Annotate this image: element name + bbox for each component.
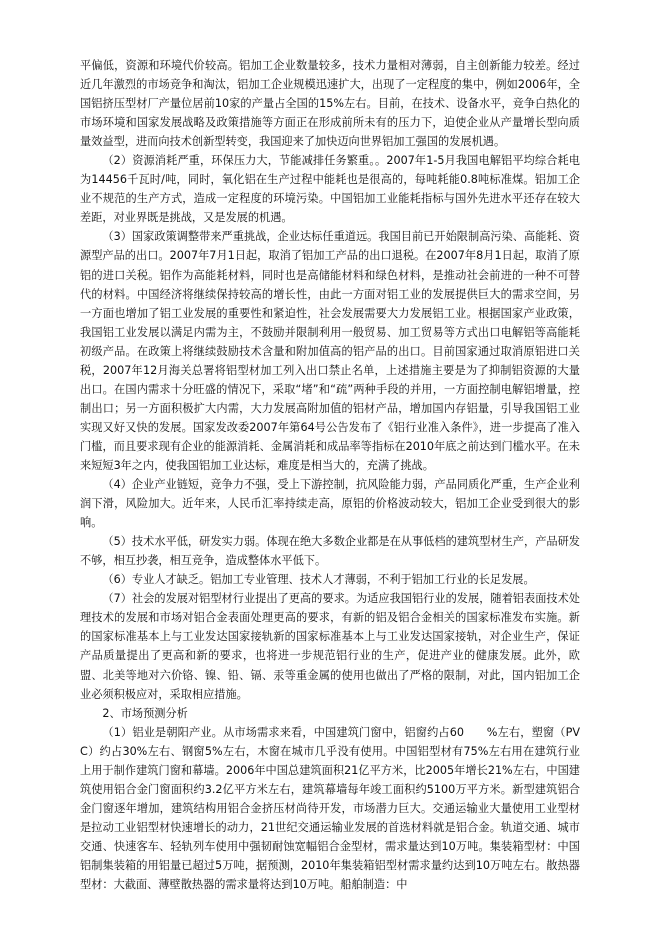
paragraph-industry-chain: （4）企业产业链短，竞争力不强，受上下游控制，抗风险能力弱，产品同质化严重，生产企业利润下滑，风险加大。近年来，人民币汇率持续走高，原铝的价格波动较大，铝加工企业受到很大的影响。 bbox=[80, 478, 580, 530]
document-page bbox=[80, 56, 580, 894]
paragraph-higher-requirements: （7）社会的发展对铝型材行业提出了更高的要求。为适应我国铝行业的发展，随着铝表面技术处理技术的发展和市场对铝合金表面处理更高的要求，有新的铝及铝合金相关的国家标准发布实施。新的国家标准基本上与工业发达国家接轨新的国家标准基本上与工业发达国家接轨，对企业生产，保证产品质量提出了更高和新的要求，也将进一步规范铝行业的生产，促进产业的健康发展。此外，欧盟、北美等地对六价铬、镍、铅、镉、汞等重金属的使用也做出了严格的限制，对此，国内铝加工企业必须积极应对，采取相应措施。 bbox=[80, 592, 580, 701]
paragraph-technology-level: （5）技术水平低，研发实力弱。体现在绝大多数企业都是在从事低档的建筑型材生产，产品研发不够，相互抄袭，相互竞争，造成整体水平低下。 bbox=[80, 535, 580, 568]
intro-paragraph: 平偏低，资源和环境代价较高。铝加工企业数量较多，技术力量相对薄弱，自主创新能力较差。经过近几年激烈的市场竞争和淘汰，铝加工企业规模迅速扩大，出现了一定程度的集中，例如2006年，全国铝挤压型材厂产量位居前10家的产量占全国的15%左右。目前，在技术、设备水平，竞争白热化的市场环境和国家发展战略及政策措施等方面正在形成前所未有的压力下，迫使企业从产量增长型向质量效益型，进而向技术创新型转变，我国迎来了加快迈向世界铝加工强国的发展机遇。 bbox=[80, 59, 580, 149]
section-heading-market-forecast: 2、市场预测分析 bbox=[102, 706, 188, 720]
paragraph-sunrise-industry: （1）铝业是朝阳产业。从市场需求来看，中国建筑门窗中，铝窗约占60 %左右，塑窗（PVC）约占30%左右、钢窗5%左右，木窗在城市几乎没有使用。中国铝型材有75%左右用在建筑行业上用于制作建筑门窗和幕墙。2006年中国总建筑面积21亿平方米，比2005年增长21%左右，中国建筑使用铝合金门窗面积约3.2亿平方米左右，建筑幕墙每年竣工面积约5100万平方米。新型建筑铝合金门窗逐年增加，建筑结构用铝合金挤压材尚待开发，市场潜力巨大。交通运输业大量使用工业型材是拉动工业铝型材快速增长的动力，21世纪交通运输业发展的首选材料就是铝合金。轨道交通、城市交通、快速客车、轻轨列车使用中强韧耐蚀宽幅铝合金型材，需求量达到10万吨。集装箱型材：中国铝制集装箱的用铝量已超过5万吨，据预测，2010年集装箱铝型材需求量约达到10万吨左右。散热器型材：大截面、薄壁散热器的需求量将达到10万吨。船舶制造：中 bbox=[80, 725, 580, 892]
paragraph-resource-consumption: （2）资源消耗严重，环保压力大，节能减排任务繁重。。2007年1-5月我国电解铝平均综合耗电为14456千瓦时/吨，同时，氧化铝在生产过程中能耗也是很高的，每吨耗能0.8吨标准煤。铝加工企业不规范的生产方式，造成一定程度的环境污染。中国铝加工业能耗指标与国外先进水平还存在较大差距，对业界既是挑战，又是发展的机遇。 bbox=[80, 154, 580, 225]
paragraph-policy-challenge: （3）国家政策调整带来严重挑战，企业达标任重道远。我国目前已开始限制高污染、高能耗、资源型产品的出口。2007年7月1日起，取消了铝加工产品的出口退税。在2007年8月1日起，取消了原铝的进口关税。铝作为高能耗材料，同时也是高储能材料和绿色材料，是推动社会前进的一种不可替代的材料。中国经济将继续保持较高的增长性，由此一方面对铝工业的发展提供巨大的需求空间，另一方面也增加了铝工业发展的重要性和紧迫性，社会发展需要大力发展铝工业。根据国家产业政策，我国铝工业发展以满足内需为主，不鼓励并限制利用一般贸易、加工贸易等方式出口电解铝等高能耗初级产品。在政策上将继续鼓励技术含量和附加值高的铝产品的出口。目前国家通过取消原铝进口关税，2007年12月海关总署将铝型材加工列入出口禁止名单，上述措施主要是为了抑制铝资源的大量出口。在国内需求十分旺盛的情况下，采取“堵”和“疏”两种手段的并用，一方面控制电解铝增量，控制出口；另一方面积极扩大内需，大力发展高附加值的铝材产品，增加国内存铝量，引导我国铝工业实现又好又快的发展。国家发改委2007年第64号公告发布了《铝行业准入条件》，进一步提高了准入门槛，而且要求现有企业的能源消耗、金属消耗和成品率等指标在2010年底之前达到门槛水平。在未来短短3年之内，使我国铝加工业达标，难度是相当大的，充满了挑战。 bbox=[80, 230, 580, 472]
paragraph-talent-shortage: （6）专业人才缺乏。铝加工专业管理、技术人才薄弱，不利于铝加工行业的长足发展。 bbox=[102, 573, 535, 587]
